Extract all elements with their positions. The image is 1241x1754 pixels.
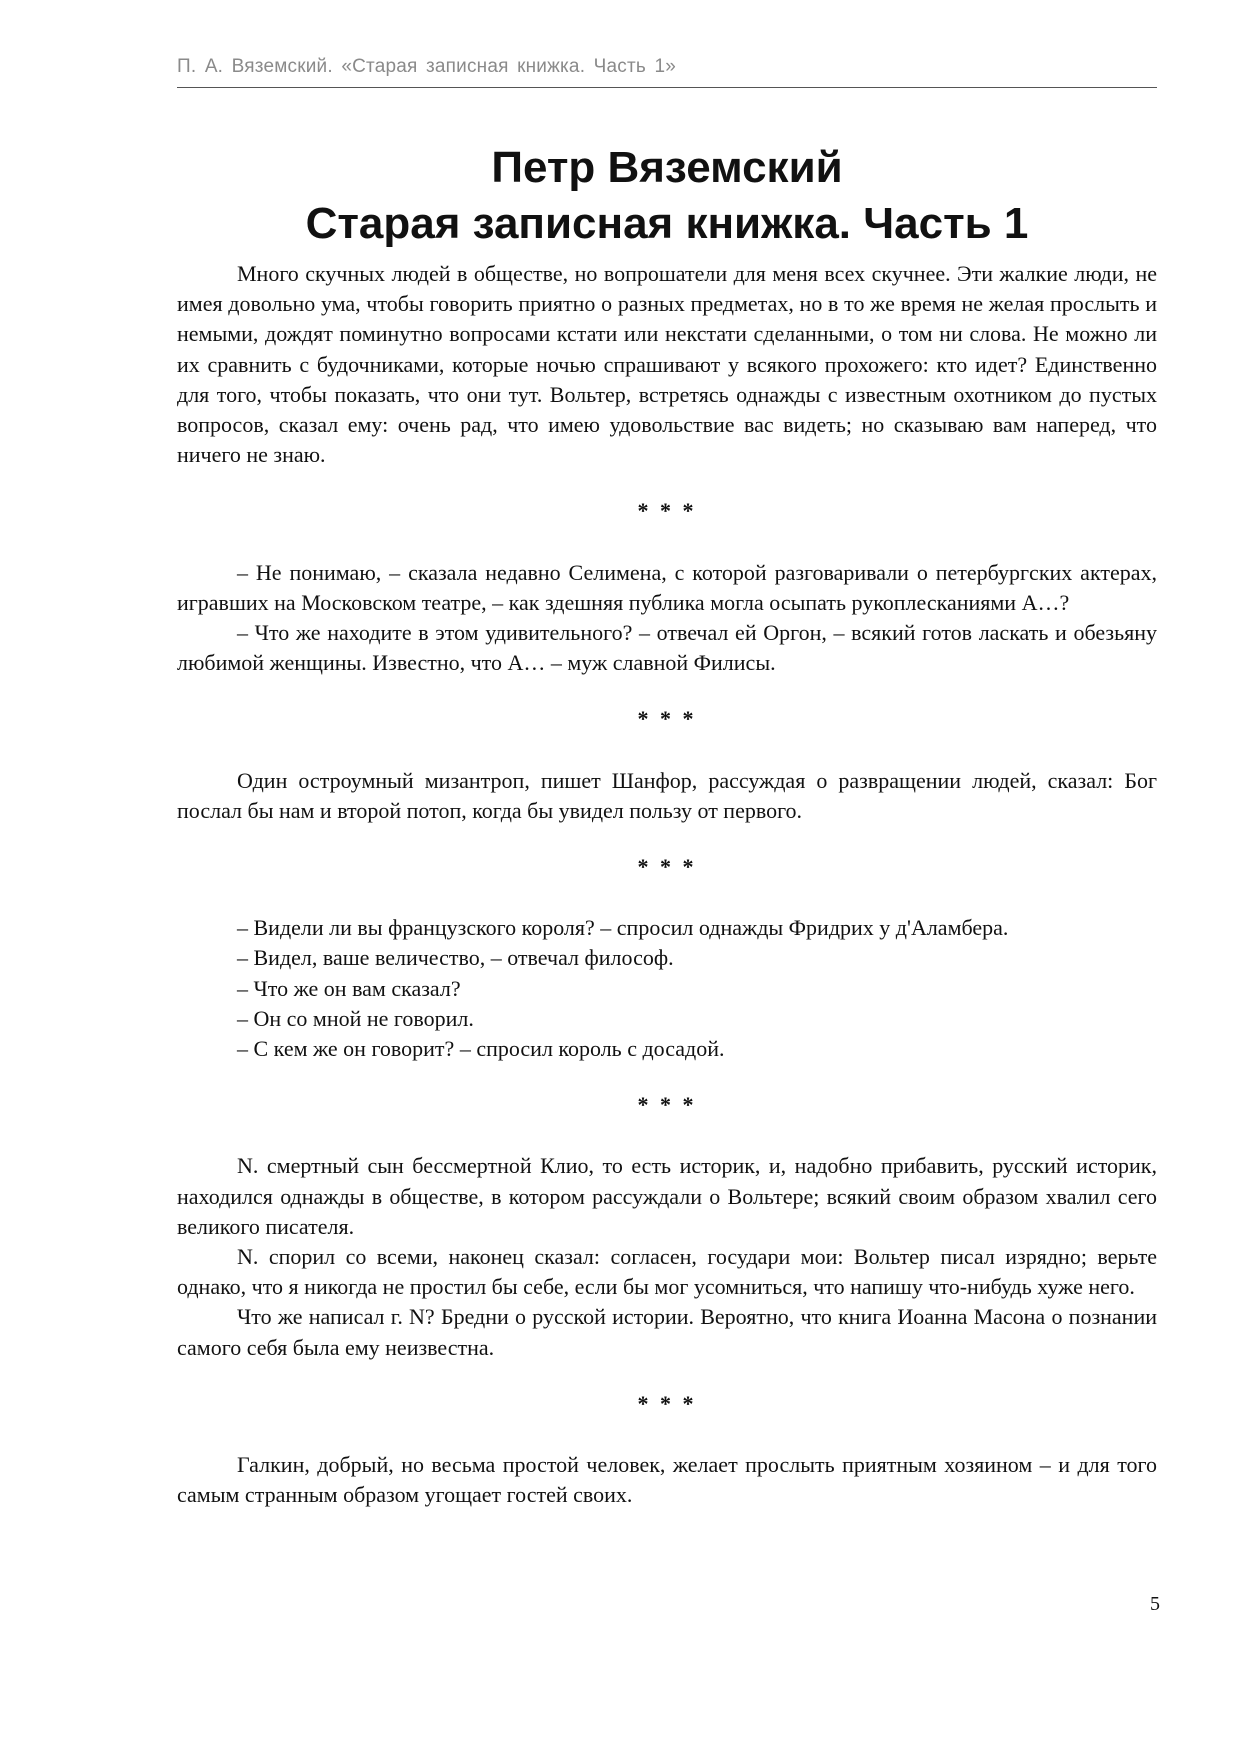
paragraph: N. спорил со всеми, наконец сказал: согласен, государи мои: Вольтер писал изрядно; верьте однако, что я никогда не простил бы себе, если бы мог усомниться, что напишу что-нибудь хуже него. bbox=[177, 1244, 1157, 1300]
section-separator: * * * bbox=[637, 706, 697, 732]
header-rule bbox=[177, 87, 1157, 88]
paragraph: Что же написал г. N? Бредни о русской истории. Вероятно, что книга Иоанна Масона о познании самого себя была ему неизвестна. bbox=[177, 1304, 1157, 1360]
title-author: Петр Вяземский bbox=[491, 143, 843, 192]
page-number: 5 bbox=[1150, 1593, 1160, 1615]
dialogue-line: – Он со мной не говорил. bbox=[237, 1005, 474, 1031]
paragraph: Один остроумный мизантроп, пишет Шанфор, рассуждая о развращении людей, сказал: Бог послал бы нам и второй потоп, когда бы увидел пользу от первого. bbox=[177, 767, 1157, 823]
title-work: Старая записная книжка. Часть 1 bbox=[305, 199, 1029, 248]
section-separator: * * * bbox=[637, 1092, 697, 1118]
dialogue-line: – Видел, ваше величество, – отвечал философ. bbox=[237, 945, 674, 971]
paragraph: – Не понимаю, – сказала недавно Селимена, с которой разговаривали о петербургских актерах, игравших на Московском театре, – как здешняя публика могла осыпать рукоплесканиями А…? bbox=[177, 559, 1157, 615]
paragraph: N. смертный сын бессмертной Клио, то есть историк, и, надобно прибавить, русский историк, находился однажды в обществе, в котором рассуждали о Вольтере; всякий своим образом хвалил сего великого писателя. bbox=[177, 1153, 1157, 1239]
dialogue-line: – С кем же он говорит? – спросил король с досадой. bbox=[237, 1036, 725, 1062]
section-separator: * * * bbox=[637, 1390, 697, 1416]
paragraph: – Что же находите в этом удивительного? – отвечал ей Оргон, – всякий готов ласкать и обезьяну любимой женщины. Известно, что А… – муж славной Филисы. bbox=[177, 620, 1157, 676]
dialogue bbox=[177, 913, 1157, 1064]
dialogue-line: – Видели ли вы французского короля? – спросил однажды Фридрих у д'Аламбера. bbox=[237, 915, 1009, 941]
document-title bbox=[177, 140, 1157, 252]
paragraph: Галкин, добрый, но весьма простой человек, желает прослыть приятным хозяином – и для того самым странным образом угощает гостей своих. bbox=[177, 1452, 1157, 1508]
document-body bbox=[177, 259, 1157, 1511]
section-separator: * * * bbox=[637, 854, 697, 880]
dialogue-line: – Что же он вам сказал? bbox=[237, 975, 461, 1001]
section-separator: * * * bbox=[637, 498, 697, 524]
running-header: П. А. Вяземский. «Старая записная книжка. Часть 1» bbox=[177, 56, 676, 77]
paragraph: Много скучных людей в обществе, но вопрошатели для меня всех скучнее. Эти жалкие люди, не имея довольно ума, чтобы говорить приятно о разных предметах, но в то же время не желая прослыть и немыми, дождят поминутно вопросами кстати или некстати сделанными, о том ни слова. Не можно ли их сравнить с будочниками, которые ночью спрашивают у всякого прохожего: кто идет? Единственно для того, чтобы показать, что они тут. Вольтер, встретясь однажды с известным охотником до пустых вопросов, сказал ему: очень рад, что имею удовольствие вас видеть; но сказываю вам наперед, что ничего не знаю. bbox=[177, 261, 1157, 468]
